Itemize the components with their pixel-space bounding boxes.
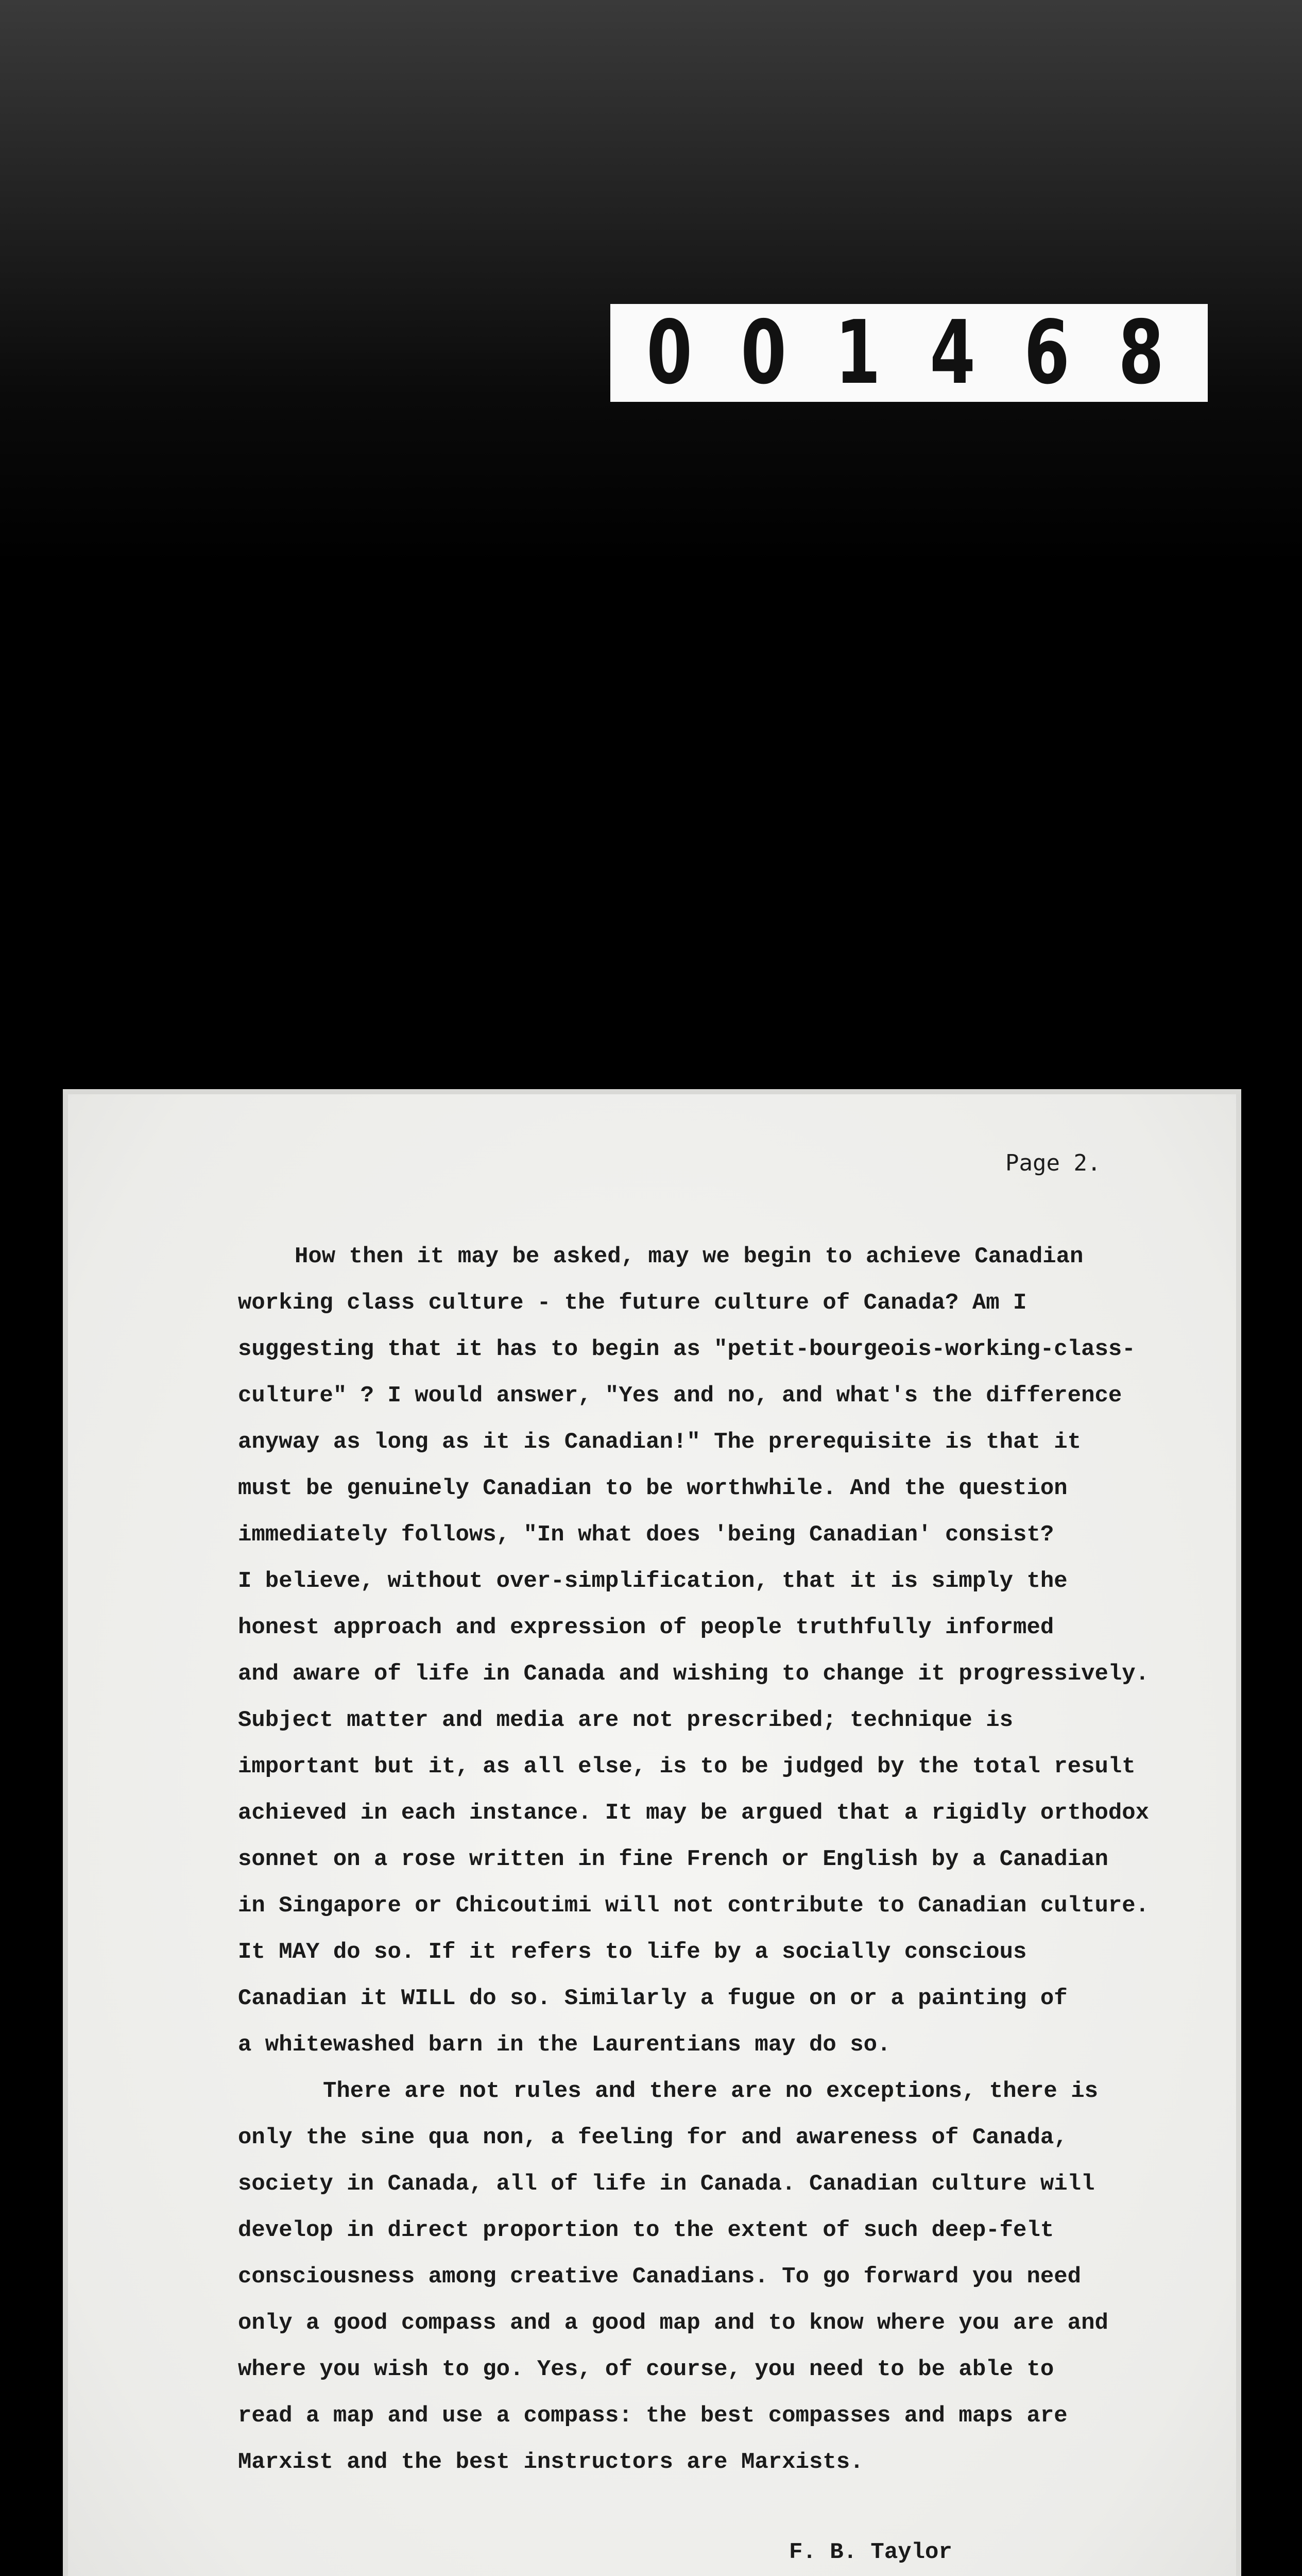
text-line: achieved in each instance. It may be argued that a rigidly orthodox — [238, 1800, 1150, 1826]
frame-digit: 0 — [741, 302, 794, 404]
text-line: culture" ? I would answer, "Yes and no, and what's the difference — [238, 1383, 1122, 1409]
text-line: suggesting that it has to begin as "petit-bourgeois-working-class- — [238, 1336, 1136, 1362]
text-line: Subject matter and media are not prescribed; technique is — [238, 1707, 1014, 1733]
text-line: must be genuinely Canadian to be worthwhile. And the question — [238, 1476, 1068, 1501]
text-line: I believe, without over-simplification, that it is simply the — [238, 1568, 1068, 1594]
signature: F. B. Taylor — [789, 2539, 952, 2565]
frame-digit: 4 — [929, 302, 983, 404]
text-line: only a good compass and a good map and to know where you are and — [238, 2310, 1108, 2336]
text-line: only the sine qua non, a feeling for and awareness of Canada, — [238, 2125, 1068, 2150]
text-line: Canadian it WILL do so. Similarly a fugue on or a painting of — [238, 1986, 1068, 2011]
text-line: and aware of life in Canada and wishing to change it progressively. — [238, 1661, 1150, 1687]
text-line: immediately follows, "In what does 'being Canadian' consist? — [238, 1522, 1054, 1548]
text-line: society in Canada, all of life in Canada. Canadian culture will — [238, 2171, 1095, 2197]
frame-digit: 1 — [835, 302, 889, 404]
text-line: There are not rules and there are no exceptions, there is — [323, 2078, 1099, 2104]
frame-digit: 8 — [1118, 302, 1172, 404]
frame-number-label — [610, 304, 1208, 402]
text-line: important but it, as all else, is to be judged by the total result — [238, 1754, 1136, 1780]
text-line: anyway as long as it is Canadian!" The prerequisite is that it — [238, 1429, 1082, 1455]
text-line: read a map and use a compass: the best compasses and maps are — [238, 2403, 1068, 2429]
text-line: honest approach and expression of people truthfully informed — [238, 1615, 1054, 1640]
text-line: consciousness among creative Canadians. To go forward you need — [238, 2264, 1082, 2290]
text-line: develop in direct proportion to the extent of such deep-felt — [238, 2217, 1054, 2243]
text-line: in Singapore or Chicoutimi will not contribute to Canadian culture. — [238, 1893, 1150, 1919]
page-number: Page 2. — [1005, 1150, 1101, 1176]
document-body — [238, 1233, 1206, 2485]
typed-document-page — [68, 1094, 1236, 2576]
text-line: How then it may be asked, may we begin to achieve Canadian — [295, 1244, 1084, 1269]
text-line: It MAY do so. If it refers to life by a socially conscious — [238, 1939, 1027, 1965]
text-line: working class culture - the future culture of Canada? Am I — [238, 1290, 1027, 1316]
microfilm-header-band — [0, 0, 1302, 567]
text-line: sonnet on a rose written in fine French or English by a Canadian — [238, 1846, 1108, 1872]
text-line: where you wish to go. Yes, of course, you need to be able to — [238, 2357, 1054, 2382]
text-line: Marxist and the best instructors are Marxists. — [238, 2449, 864, 2475]
frame-digit: 6 — [1024, 302, 1077, 404]
frame-digit: 0 — [646, 302, 700, 404]
text-line: a whitewashed barn in the Laurentians may do so. — [238, 2032, 891, 2058]
